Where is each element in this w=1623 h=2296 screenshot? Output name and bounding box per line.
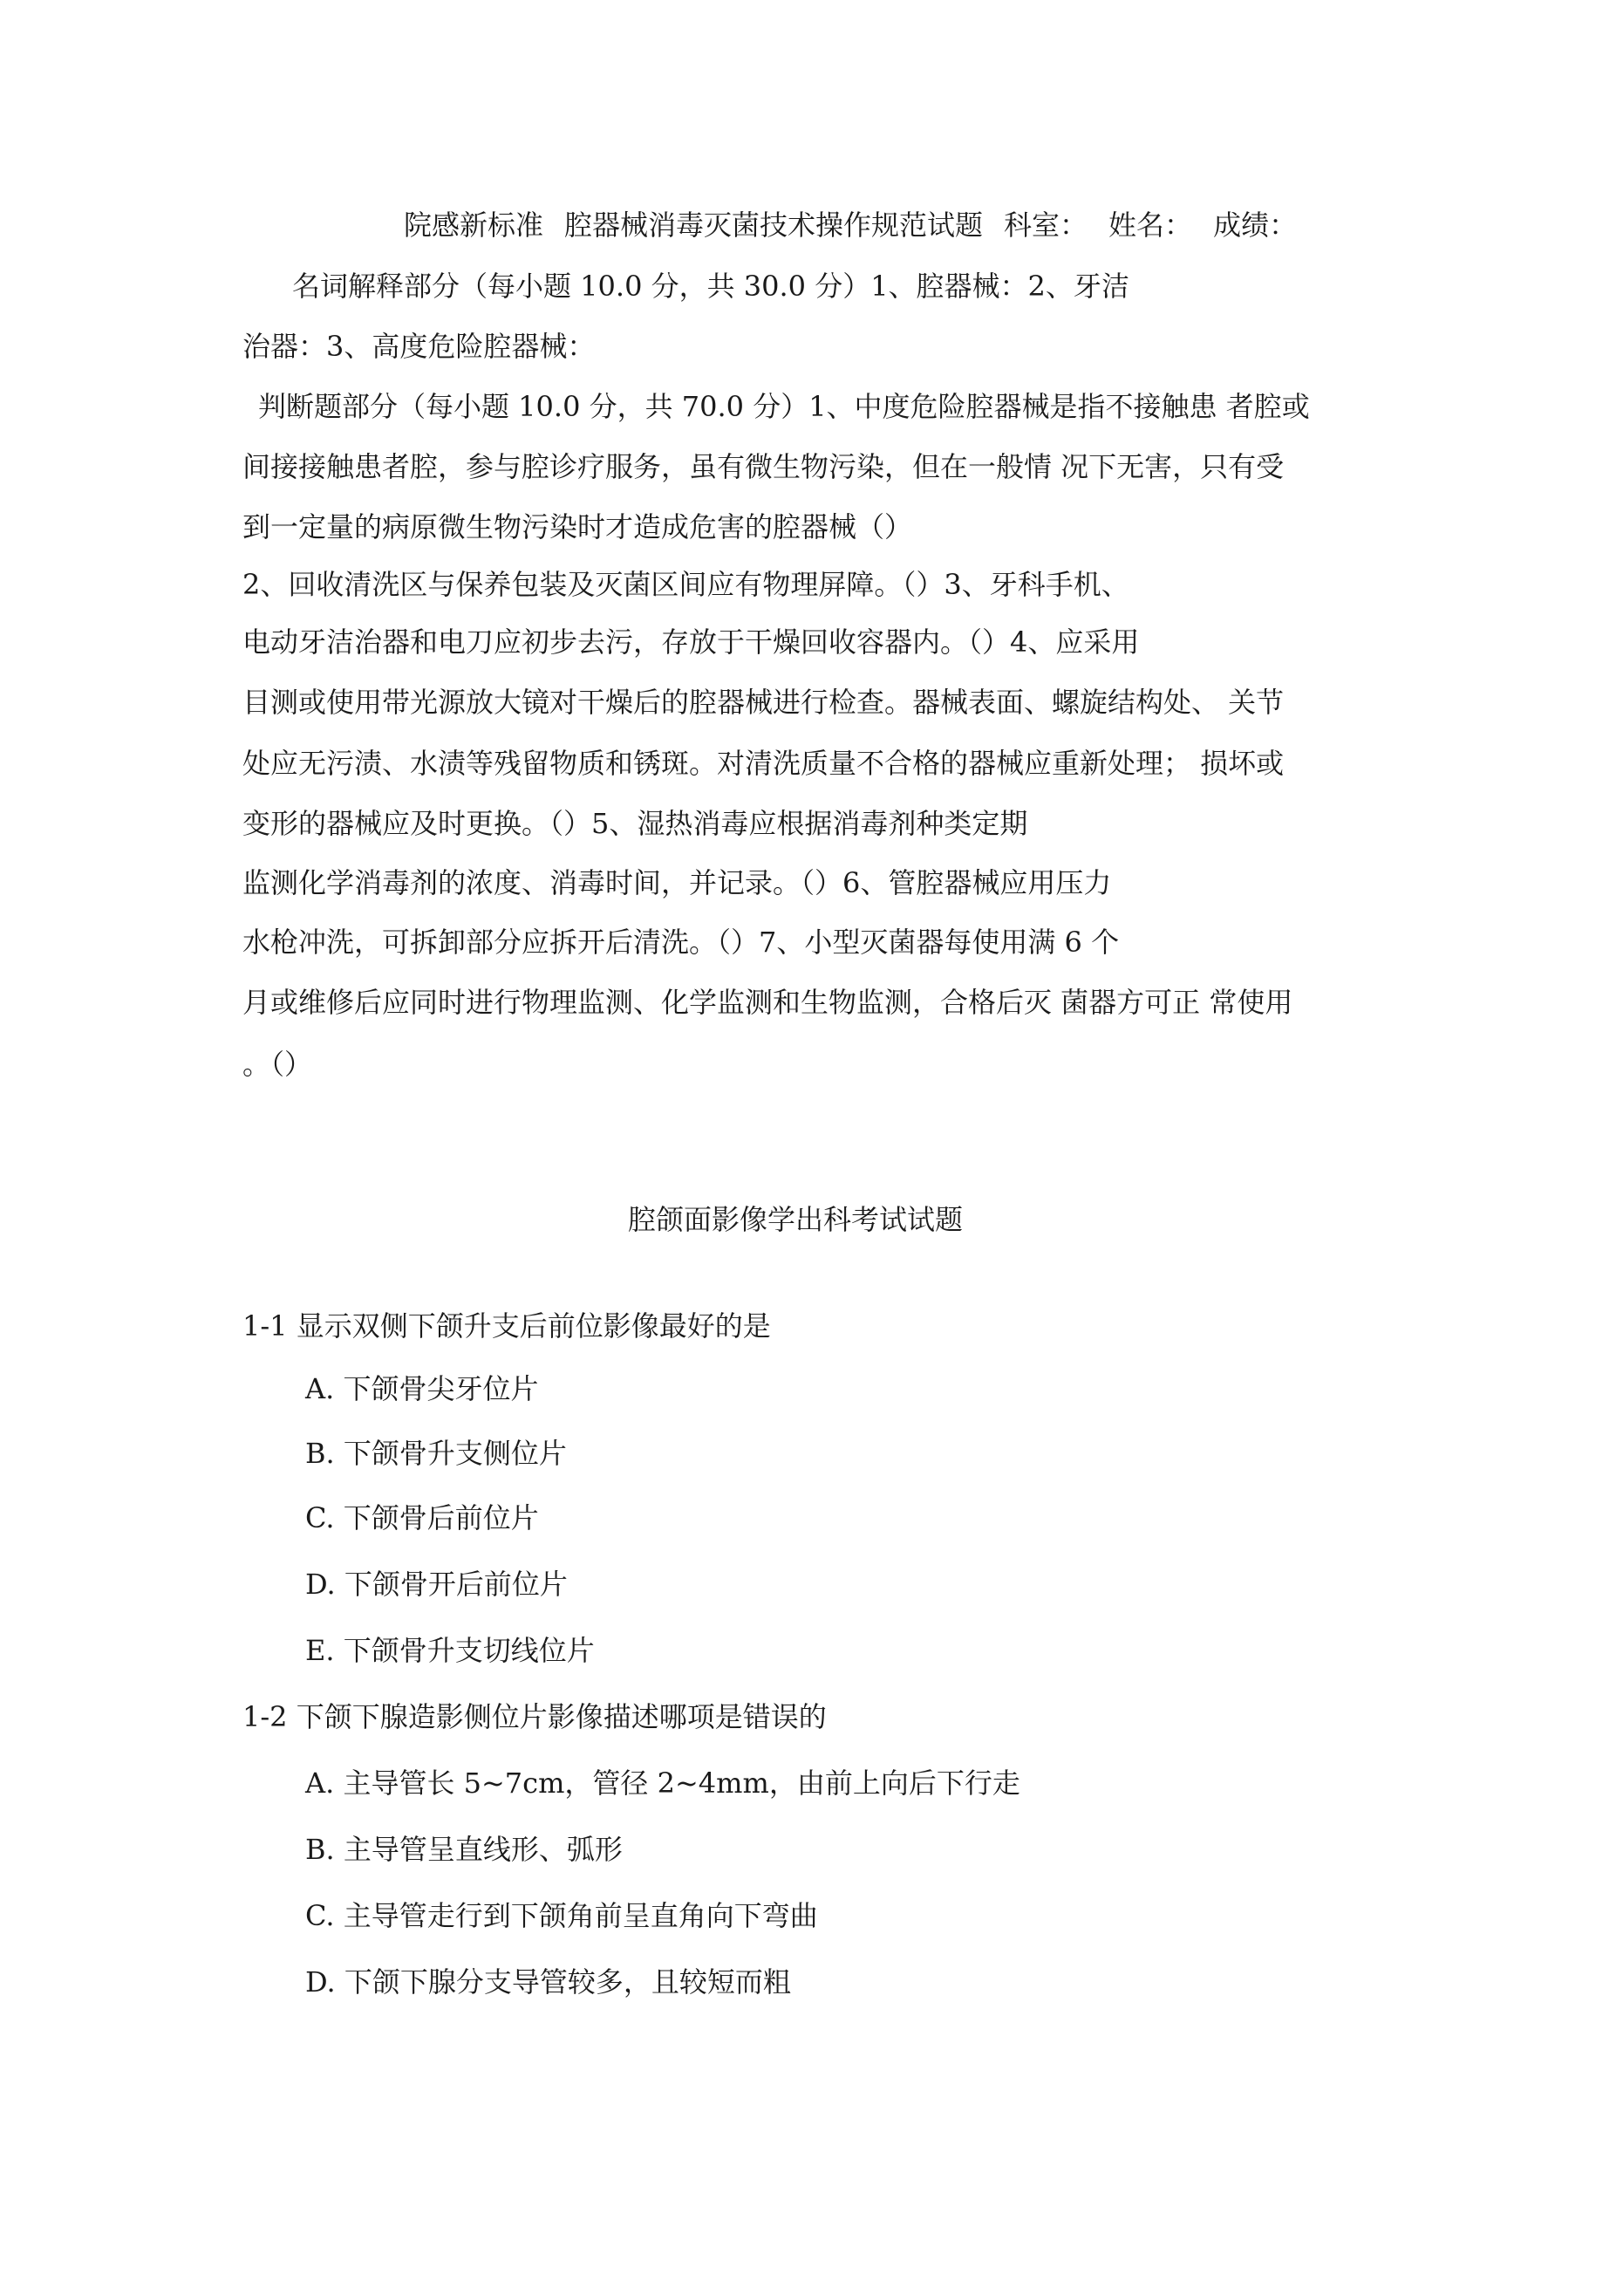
question-stem: 1-2 下颌下腺造影侧位片影像描述哪项是错误的 bbox=[242, 1700, 827, 1733]
question-option: C. 下颌骨后前位片 bbox=[305, 1501, 539, 1534]
header-title-main: 腔器械消毒灭菌技术操作规范试题 bbox=[564, 208, 984, 242]
question-option: D. 下颌骨开后前位片 bbox=[305, 1568, 568, 1601]
question-option: A. 下颌骨尖牙位片 bbox=[305, 1372, 539, 1405]
paragraph-line: 治器：3、高度危险腔器械： bbox=[242, 330, 596, 363]
paragraph-line: 处应无污渍、水渍等残留物质和锈斑。对清洗质量不合格的器械应重新处理； 损坏或 bbox=[242, 747, 1285, 780]
paragraph-line: 间接接触患者腔，参与腔诊疗服务，虽有微生物污染，但在一般情 况下无害，只有受 bbox=[242, 450, 1285, 483]
question-option: B. 主导管呈直线形、弧形 bbox=[305, 1833, 623, 1866]
paragraph-line: 目测或使用带光源放大镜对干燥后的腔器械进行检查。器械表面、螺旋结构处、 关节 bbox=[242, 686, 1285, 719]
paragraph-line: 月或维修后应同时进行物理监测、化学监测和生物监测，合格后灭 菌器方可正 常使用 bbox=[242, 986, 1293, 1019]
paragraph-line: 判断题部分（每小题 10.0 分，共 70.0 分）1、中度危险腔器械是指不接触患 者腔或 bbox=[258, 390, 1310, 423]
header-field-score: 成绩： bbox=[1213, 208, 1298, 242]
question-option: E. 下颌骨升支切线位片 bbox=[305, 1634, 595, 1667]
paragraph-line: 。（） bbox=[242, 1048, 313, 1081]
paragraph-line: 2、回收清洗区与保养包装及灭菌区间应有物理屏障。（）3、牙科手机、 bbox=[242, 568, 1129, 601]
header-title-prefix: 院感新标准 bbox=[404, 208, 544, 242]
question-option: B. 下颌骨升支侧位片 bbox=[305, 1437, 567, 1470]
question-option: A. 主导管长 5~7cm，管径 2~4mm，由前上向后下行走 bbox=[305, 1766, 1020, 1800]
paragraph-line: 到一定量的病原微生物污染时才造成危害的腔器械（） bbox=[242, 510, 913, 543]
paragraph-line: 名词解释部分（每小题 10.0 分，共 30.0 分）1、腔器械：2、牙洁 bbox=[292, 270, 1129, 303]
header-field-dept: 科室： bbox=[1004, 208, 1088, 242]
paragraph-line: 水枪冲洗，可拆卸部分应拆开后清洗。（）7、小型灭菌器每使用满 6 个 bbox=[242, 926, 1120, 959]
question-option: D. 下颌下腺分支导管较多，且较短而粗 bbox=[305, 1965, 791, 1999]
question-stem: 1-1 显示双侧下颌升支后前位影像最好的是 bbox=[242, 1309, 771, 1343]
paragraph-line: 变形的器械应及时更换。（）5、湿热消毒应根据消毒剂种类定期 bbox=[242, 807, 1028, 840]
header-field-name: 姓名： bbox=[1108, 208, 1193, 242]
section-title: 腔颌面影像学出科考试试题 bbox=[628, 1203, 964, 1236]
paragraph-line: 监测化学消毒剂的浓度、消毒时间，并记录。（）6、管腔器械应用压力 bbox=[242, 866, 1112, 899]
paragraph-line: 电动牙洁治器和电刀应初步去污，存放于干燥回收容器内。（）4、应采用 bbox=[242, 625, 1140, 659]
exam-header bbox=[404, 208, 1297, 243]
question-option: C. 主导管走行到下颌角前呈直角向下弯曲 bbox=[305, 1899, 818, 1932]
